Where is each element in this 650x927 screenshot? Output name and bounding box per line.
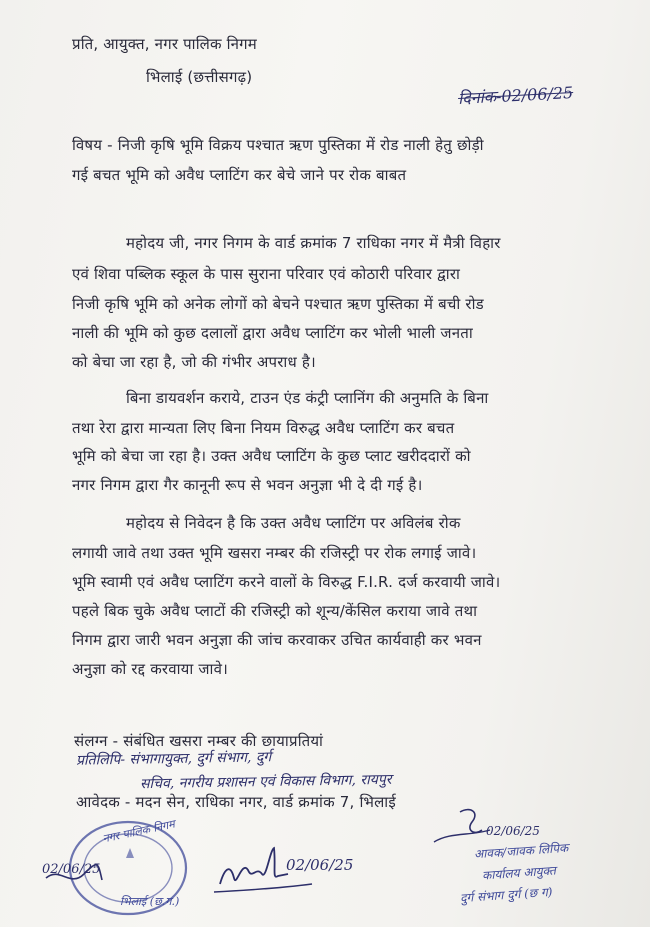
seal-top-text: नगर पालिक निगम xyxy=(101,817,176,846)
paragraph-line: लगायी जावे तथा उक्त भूमि खसरा नम्बर की रजिस्ट्री पर रोक लगाई जावे। xyxy=(72,544,477,562)
applicant-signature xyxy=(212,840,372,900)
subject-line-2: गई बचत भूमि को अवैध प्लाटिंग कर बेचे जाने पर रोक बाबत xyxy=(72,166,407,184)
receipt-date: 02/06/25 xyxy=(486,824,540,838)
paragraph-line: को बेचा जा रहा है, जो की गंभीर अपराध है। xyxy=(72,353,316,371)
receipt-line-2: कार्यालय आयुक्त xyxy=(481,863,557,883)
paragraph-line: भूमि को बेचा जा रहा है। उक्त अवैध प्लाटिंग के कुछ प्लाट खरीददारों को xyxy=(72,447,471,465)
letter-date: दिनांक-02/06/25 xyxy=(457,82,574,109)
copy-to-line-1: प्रतिलिपि- संभागायुक्त, दुर्ग संभाग, दुर्ग xyxy=(75,749,272,769)
recipient-city: भिलाई (छत्तीसगढ़) xyxy=(146,68,253,86)
paragraph-line: भूमि स्वामी एवं अवैध प्लाटिंग करने वालों के विरुद्ध F.I.R. दर्ज करवायी जावे। xyxy=(72,573,501,591)
paragraph-line: नगर निगम द्वारा गैर कानूनी रूप से भवन अनुज्ञा भी दे दी गई है। xyxy=(72,476,423,494)
paragraph-line: नाली की भूमि को कुछ दलालों द्वारा अवैध प्लाटिंग कर भोली भाली जनता xyxy=(72,324,473,342)
subject-line-1: विषय - निजी कृषि भूमि विक्रय पश्चात ऋण पुस्तिका में रोड नाली हेतु छोड़ी xyxy=(72,136,484,154)
initials-scribble-icon xyxy=(430,802,620,922)
paragraph-line: अनुज्ञा को रद्द करवाया जावे। xyxy=(72,660,229,678)
paragraph-line: महोदय जी, नगर निगम के वार्ड क्रमांक 7 राधिका नगर में मैत्री विहार xyxy=(126,234,501,252)
receipt-line-3: दुर्ग संभाग दुर्ग (छ ग) xyxy=(459,884,553,906)
paragraph-line: पहले बिक चुके अवैध प्लाटों की रजिस्ट्री को शून्य/केंसिल कराया जावे तथा xyxy=(72,602,478,620)
copy-to-line-2: सचिव, नगरीय प्रशासन एवं विकास विभाग, रायपुर xyxy=(139,771,392,793)
paragraph-line: एवं शिवा पब्लिक स्कूल के पास सुराना परिवार एवं कोठारी परिवार द्वारा xyxy=(72,265,461,283)
recipient-line: प्रति, आयुक्त, नगर पालिक निगम xyxy=(72,35,257,53)
paragraph-line: निजी कृषि भूमि को अनेक लोगों को बेचने पश्चात ऋण पुस्तिका में बची रोड xyxy=(72,295,484,313)
seal-bottom-text: भिलाई (छ.ग.) xyxy=(120,895,180,908)
paragraph-line: निगम द्वारा जारी भवन अनुज्ञा की जांच करवाकर उचित कार्यवाही कर भवन xyxy=(72,631,482,649)
receipt-stamp xyxy=(430,802,620,922)
receipt-line-1: आवक/जावक लिपिक xyxy=(473,840,569,862)
paragraph-line: महोदय से निवेदन है कि उक्त अवैध प्लाटिंग पर अविलंब रोक xyxy=(126,514,461,532)
signature-date: 02/06/25 xyxy=(286,856,354,874)
applicant-line: आवेदक - मदन सेन, राधिका नगर, वार्ड क्रमांक 7, भिलाई xyxy=(76,793,396,811)
seal-date: 02/06/25 xyxy=(42,862,101,877)
paragraph-line: तथा रेरा द्वारा मान्यता लिए बिना नियम विरुद्ध अवैध प्लाटिंग कर बचत xyxy=(72,419,455,437)
municipal-seal xyxy=(40,818,190,918)
paragraph-line: बिना डायवर्शन कराये, टाउन एंड कंट्री प्लानिंग की अनुमति के बिना xyxy=(126,389,489,407)
enclosure-line: संलग्न - संबंधित खसरा नम्बर की छायाप्रतियां xyxy=(74,732,324,750)
